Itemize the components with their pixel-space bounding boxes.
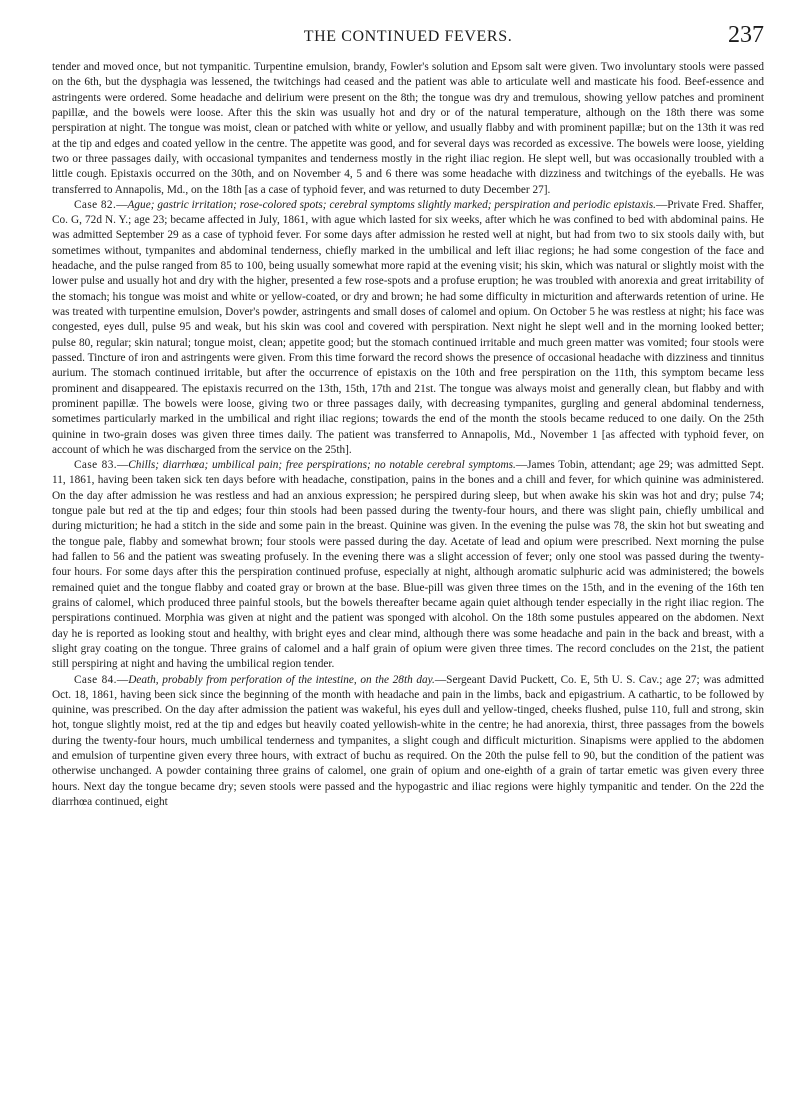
book-page — [52, 22, 764, 810]
page-number: 237 — [728, 22, 764, 48]
body-text — [52, 60, 764, 810]
case-title: Chills; diarrhœa; umbilical pain; free perspirations; no notable cerebral symptoms. — [128, 459, 516, 472]
paragraph-continuation — [52, 60, 764, 198]
case-83-paragraph: Case 83.—Chills; diarrhœa; umbilical pain; free perspirations; no notable cerebral symptoms.—James Tobin, attendant; age 29; was admitted Sept. 11, 1861, having been taken sick ten days before with headache, constipation, pains in the bones and a chill and fever, for which quinine was administered. On the day after admission he was restless and had an anxious expression; he perspired during sleep, but when awake his skin was hot and dry; pulse 74; tongue pale but red at the tip and edges; four thin stools had been passed during the twenty-four hours, and there was slight pain, chiefly umbilical and during micturition; he had a stitch in the side and some pain in the breast. Quinine was given. In the evening the pulse was 78, the skin hot but sweating and the tongue pale, flabby and somewhat brown; four stools were passed during the day. Acetate of lead and opium were prescribed. Next morning the pulse had fallen to 56 and the patient was sweating profusely. In the evening there was a slight accession of fever; only one stool was passed during the twenty-four hours. For some days after this the perspiration continued profuse, especially at night, although aromatic sulphuric acid was administered; the bowels remained quiet and the tongue flabby and coated gray or brown at the base. Blue-pill was given three times on the 15th, and in the evening of the 16th ten grains of calomel, which produced three painful stools, but the bowels thereafter became again quiet although tender especially in the right iliac region. The perspirations continued. Morphia was given at night and the patient was sponged with alcohol. On the 18th some pustules appeared on the abdomen. Next day he is reported as looking stout and healthy, with bright eyes and clear mind, although there was some headache and pain in the back and breast, with a slight gray coating on the tongue. Three grains of calomel and a half grain of opium were given three times. The record concludes on the 21st, the patient still perspiring at night and having the umbilical region tender. — [52, 459, 764, 671]
case-text: —James Tobin, attendant; age 29; was admitted Sept. 11, 1861, having been taken sick ten days before with headache, constipation, pains in the bones and a chill and fever, for which quinine was administered. On the day after admission he was restless and had an anxious expression; he perspired during sleep, but when awake his skin was hot and dry; pulse 74; tongue pale but red at the tip and edges; four thin stools had been passed during the twenty-four hours, and there was slight pain, chiefly umbilical and during micturition; he had a stitch in the side and some pain in the breast. Quinine was given. In the evening the pulse was 78, the skin hot but sweating and the tongue pale, flabby and somewhat brown; four stools were passed during the day. Acetate of lead and opium were prescribed. Next morning the pulse had fallen to 56 and the patient was sweating profusely. In the evening there was a slight accession of fever; only one stool was passed during the twenty-four hours. For some days after this the perspiration continued profuse, especially at night, although aromatic sulphuric acid was administered; the bowels remained quiet and the tongue flabby and coated gray or brown at the base. Blue-pill was given three times on the 15th, and in the evening of the 16th ten grains of calomel, which produced three painful stools, but the bowels thereafter became again quiet although tender especially in the right iliac region. The perspirations continued. Morphia was given at night and the patient was sponged with alcohol. On the 18th some pustules appeared on the abdomen. Next day he is reported as looking stout and healthy, with bright eyes and clear mind, although there was some headache and pain in the back and breast, with a slight gray coating on the tongue. Three grains of calomel and a half grain of opium were given three times. The record concludes on the 21st, the patient still perspiring at night and having the umbilical region tender. — [52, 459, 764, 671]
paragraph-text: tender and moved once, but not tympanitic. Turpentine emulsion, brandy, Fowler's solution and Epsom salt were given. Two involuntary stools were passed on the 6th, but the dysphagia was lessened, the twitchings had ceased and the patient was able to articulate well and masticate his food. Beef-essence and astringents were ordered. Some headache and delirium were present on the 8th; the tongue was dry and tremulous, showing yellow patches and prominent papillæ, and the bowels were loose. After this the skin was usually hot and dry or of the natural temperature, although on the 18th there was some perspiration at night. The tongue was moist, clean or patched with white or yellow, and usually flabby and with prominent papillæ; but on the 13th it was red at the tip and edges and coated yellow in the centre. The appetite was good, and for several days was recorded as excessive. The bowels were loose, yielding two or three passages daily, with occasional tympanites and tenderness mostly in the right iliac region. He slept well, but was occasionally troubled with a little cough. Epistaxis occurred on the 30th, and on November 4, 5 and 6 there was some headache with dizziness and twitchings of the eyeballs. He was transferred to Annapolis, Md., on the 18th [as a case of typhoid fever, and was returned to duty December 27]. — [52, 61, 764, 196]
case-title: Death, probably from perforation of the intestine, on the 28th day. — [128, 673, 435, 686]
case-label: Case 82. — [74, 198, 117, 211]
case-82-paragraph: Case 82.—Ague; gastric irritation; rose-colored spots; cerebral symptoms slightly marked; perspiration and periodic epistaxis.—Private Fred. Shaffer, Co. G, 72d N. Y.; age 23; became affected in July, 1861, with ague which lasted for six weeks, after which he was confined to bed with abdominal pains. He was admitted September 29 as a case of typhoid fever. For some days after admission he rested well at night, but had from two to six stools daily with, but sometimes without, tympanites and abdominal tenderness, chiefly marked in the umbilical and left iliac regions; he had some congestion of the face and headache, and the pulse ranged from 85 to 100, being usually somewhat more rapid at the evening visit; his skin, which was natural or slightly moist with the lower pulse and usually hot and dry with the higher, presented a few rose-spots and a profuse eruption; he was troubled with anorexia and great irritability of the stomach; his tongue was moist and white or yellow-coated, or dry and brown; he had some difficulty in micturition and afterwards retention of urine. He was treated with turpentine emulsion, Dover's powder, astringents and small doses of calomel and opium. On October 5 he was restless at night; his face was congested, eyes dull, pulse 95 and weak, but his skin was cool and covered with perspiration. Next night he slept well and in the morning looked better; pulse 80, regular; skin natural; tongue moist, clean; appetite good; but the stomach continued irritable and much green matter was vomited; four stools were passed. Tincture of iron and astringents were given. From this time forward the record shows the presence of occasional headache with dizziness and tinnitus aurium. The stomach continued irritable, but after the occurrence of epistaxis on the 10th and free perspiration on the 11th, this symptom became less prominent and disappeared. The epistaxis recurred on the 13th, 15th, 17th and 21st. The tongue was always moist and generally clean, but flabby and with prominent papillæ. The bowels were loose, giving two or three passages daily, with decreasing tympanites, gurgling and general abdominal tenderness, sometimes particularly marked in the umbilical and right iliac regions; towards the end of the month the stools became reduced to one daily. On the 25th quinine in two-grain doses was given three times daily. The patient was transferred to Annapolis, Md., November 1 [as affected with typhoid fever, on account of which he was discharged from the service on the 25th]. — [52, 198, 765, 456]
case-title: Ague; gastric irritation; rose-colored spots; cerebral symptoms slightly marked; perspiration and periodic epistaxis. — [127, 198, 656, 211]
case-text: —Private Fred. Shaffer, Co. G, 72d N. Y.; age 23; became affected in July, 1861, with ague which lasted for six weeks, after which he was confined to bed with abdominal pains. He was admitted September 29 as a case of typhoid fever. For some days after admission he rested well at night, but had from two to six stools daily with, but sometimes without, tympanites and abdominal tenderness, chiefly marked in the umbilical and left iliac regions; he had some congestion of the face and headache, and the pulse ranged from 85 to 100, being usually somewhat more rapid at the evening visit; his skin, which was natural or slightly moist with the lower pulse and usually hot and dry with the higher, presented a few rose-spots and a profuse eruption; he was troubled with anorexia and great irritability of the stomach; his tongue was moist and white or yellow-coated, or dry and brown; he had some difficulty in micturition and afterwards retention of urine. He was treated with turpentine emulsion, Dover's powder, astringents and small doses of calomel and opium. On October 5 he was restless at night; his face was congested, eyes dull, pulse 95 and weak, but his skin was cool and covered with perspiration. Next night he slept well and in the morning looked better; pulse 80, regular; skin natural; tongue moist, clean; appetite good; but the stomach continued irritable and much green matter was vomited; four stools were passed. Tincture of iron and astringents were given. From this time forward the record shows the presence of occasional headache with dizziness and tinnitus aurium. The stomach continued irritable, but after the occurrence of epistaxis on the 10th and free perspiration on the 11th, this symptom became less prominent and disappeared. The epistaxis recurred on the 13th, 15th, 17th and 21st. The tongue was always moist and generally clean, but flabby and with prominent papillæ. The bowels were loose, giving two or three passages daily, with decreasing tympanites, gurgling and general abdominal tenderness, sometimes particularly marked in the umbilical and right iliac regions; towards the end of the month the stools became reduced to one daily. On the 25th quinine in two-grain doses was given three times daily. The patient was transferred to Annapolis, Md., November 1 [as affected with typhoid fever, on account of which he was discharged from the service on the 25th]. — [52, 198, 765, 456]
case-text: —Sergeant David Puckett, Co. E, 5th U. S. Cav.; age 27; was admitted Oct. 18, 1861, having been sick since the beginning of the month with headache and pain in the limbs, back and epigastrium. A cathartic, to be followed by quinine, was prescribed. On the day after admission the patient was wakeful, his eyes dull and yellow-tinged, cheeks flushed, pulse 110, full and strong, skin hot, tongue slightly moist, red at the tip and edges but heavily coated yellowish-white in the centre; he had anorexia, thirst, three passages from the bowels during the twenty-four hours, much umbilical tenderness and tympanites, a slight cough and difficult micturition. Sinapisms were applied to the abdomen and emulsion of turpentine given every three hours, with extract of buchu as required. On the 20th the pulse fell to 90, but the condition of the patient was otherwise unchanged. A powder containing three grains of calomel, one grain of opium and one-eighth of a grain of tartar emetic was given every three hours. Next day the tongue became dry; seven stools were passed and the hypogastric and iliac regions were highly tympanitic and tender. On the 22d the diarrhœa continued, eight — [52, 673, 764, 808]
case-label: Case 83. — [74, 459, 117, 472]
case-label: Case 84. — [74, 673, 117, 686]
case-84-paragraph: Case 84.—Death, probably from perforation of the intestine, on the 28th day.—Sergeant David Puckett, Co. E, 5th U. S. Cav.; age 27; was admitted Oct. 18, 1861, having been sick since the beginning of the month with headache and pain in the limbs, back and epigastrium. A cathartic, to be followed by quinine, was prescribed. On the day after admission the patient was wakeful, his eyes dull and yellow-tinged, cheeks flushed, pulse 110, full and strong, skin hot, tongue slightly moist, red at the tip and edges but heavily coated yellowish-white in the centre; he had anorexia, thirst, three passages from the bowels during the twenty-four hours, much umbilical tenderness and tympanites, a slight cough and difficult micturition. Sinapisms were applied to the abdomen and emulsion of turpentine given every three hours, with extract of buchu as required. On the 20th the pulse fell to 90, but the condition of the patient was otherwise unchanged. A powder containing three grains of calomel, one grain of opium and one-eighth of a grain of tartar emetic was given every three hours. Next day the tongue became dry; seven stools were passed and the hypogastric and iliac regions were highly tympanitic and tender. On the 22d the diarrhœa continued, eight — [52, 673, 764, 808]
running-title: THE CONTINUED FEVERS. — [303, 28, 513, 45]
page-header — [52, 22, 764, 58]
